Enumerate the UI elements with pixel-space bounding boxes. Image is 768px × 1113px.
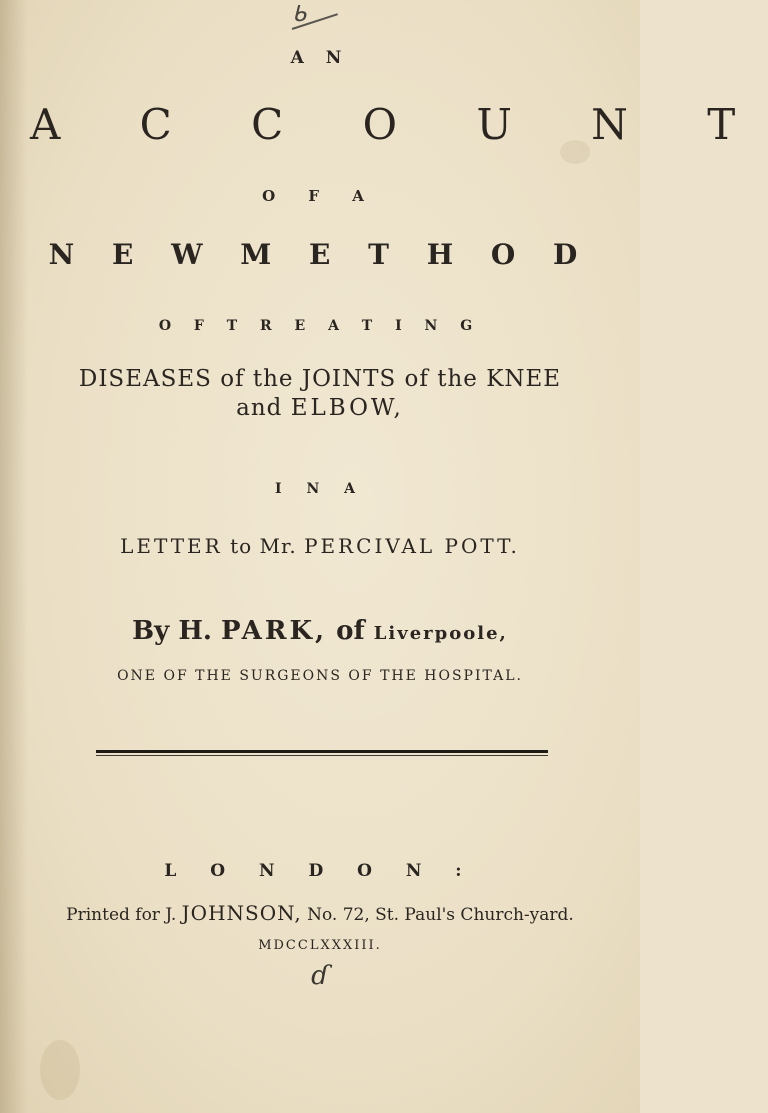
imprint-date: MDCCLXXXIII. <box>258 938 382 953</box>
printer-address: No. 72, St. Paul's Church-yard. <box>307 905 574 925</box>
letter-mr: Mr. <box>259 534 297 558</box>
elbow-and: and <box>236 395 283 421</box>
imprint-place: L O N D O N : <box>164 861 476 881</box>
title-an: A N <box>290 48 350 68</box>
paper-stain <box>40 1040 80 1100</box>
manuscript-mark: ᑲ <box>292 2 352 42</box>
title-diseases-line: DISEASES of the JOINTS of the KNEE <box>78 366 562 392</box>
title-of-treating: O F T R E A T I N G <box>158 318 482 334</box>
author-surname: PARK, <box>221 616 328 646</box>
title-in-a: I N A <box>275 481 365 497</box>
title-account: A C C O U N T <box>30 100 768 149</box>
divider-thick <box>96 750 548 753</box>
catalog-mark: ɗ <box>311 961 329 991</box>
letter-word: LETTER <box>120 534 223 558</box>
title-elbow-line <box>0 395 640 421</box>
title-of-a: O F A <box>262 187 378 205</box>
imprint-printer-line <box>0 901 640 925</box>
elbow-word: ELBOW, <box>290 395 404 421</box>
author-by: By <box>132 616 170 646</box>
author-affiliation: ONE OF THE SURGEONS OF THE HOSPITAL. <box>117 668 523 684</box>
title-new-method: N E W M E T H O D <box>48 238 592 271</box>
printed-for: Printed for J. <box>66 905 177 925</box>
divider-thin <box>96 755 548 756</box>
letter-to: to <box>230 534 253 558</box>
author-line <box>0 616 640 646</box>
letter-recipient: PERCIVAL POTT. <box>304 534 520 558</box>
author-initial: H. <box>178 616 212 646</box>
printer-name: JOHNSON, <box>181 901 302 925</box>
title-letter-line <box>0 534 640 558</box>
author-of: of <box>336 616 365 646</box>
author-place: Liverpoole, <box>373 623 508 644</box>
